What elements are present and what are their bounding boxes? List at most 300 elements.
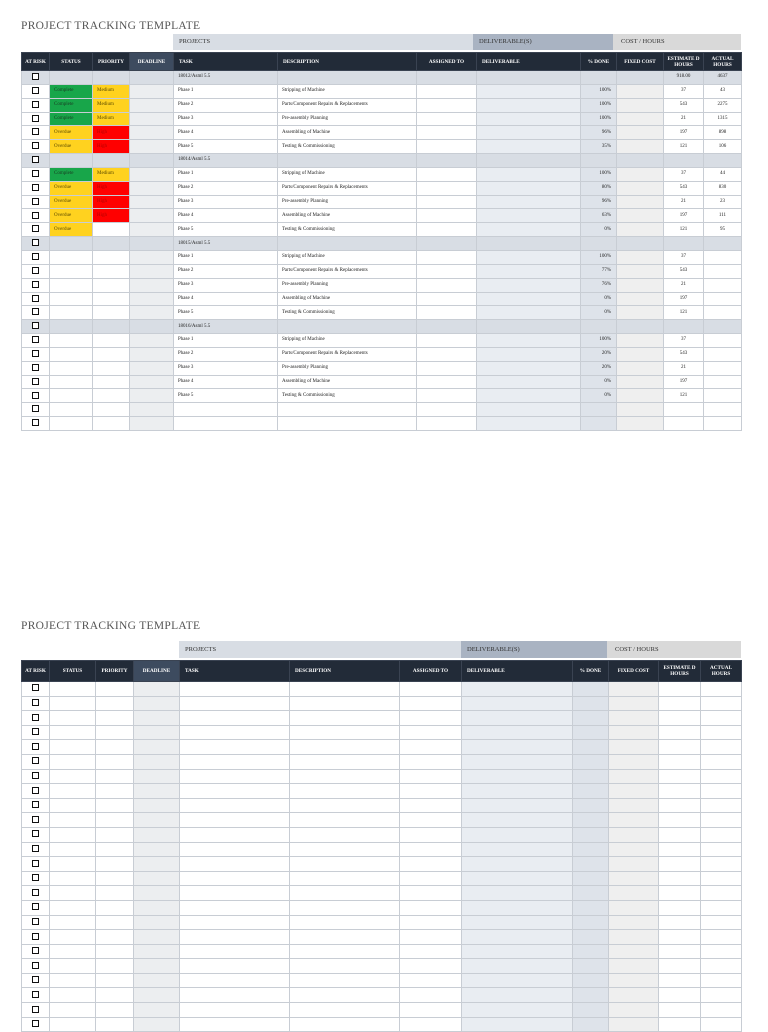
- deliverable-cell[interactable]: [462, 842, 573, 857]
- assigned-to-cell[interactable]: [417, 250, 477, 264]
- assigned-to-cell[interactable]: [400, 784, 462, 799]
- at-risk-checkbox[interactable]: [32, 225, 39, 232]
- task-cell[interactable]: [180, 711, 290, 726]
- fixed-cost-cell[interactable]: [609, 696, 659, 711]
- estimated-hours-cell[interactable]: [659, 988, 701, 1003]
- actual-hours-cell[interactable]: [701, 900, 742, 915]
- pct-done-cell[interactable]: [573, 842, 609, 857]
- at-risk-checkbox[interactable]: [32, 267, 39, 274]
- assigned-to-cell[interactable]: [417, 292, 477, 306]
- pct-done-cell[interactable]: [581, 403, 617, 417]
- priority-cell[interactable]: [96, 973, 134, 988]
- status-cell[interactable]: [50, 944, 96, 959]
- assigned-to-cell[interactable]: [400, 871, 462, 886]
- task-cell[interactable]: [180, 769, 290, 784]
- fixed-cost-cell[interactable]: [617, 140, 664, 154]
- at-risk-checkbox[interactable]: [32, 419, 39, 426]
- assigned-to-cell[interactable]: [400, 711, 462, 726]
- pct-done-cell[interactable]: [573, 944, 609, 959]
- deadline-cell[interactable]: [130, 154, 174, 168]
- at-risk-checkbox[interactable]: [32, 322, 39, 329]
- assigned-to-cell[interactable]: [417, 71, 477, 85]
- fixed-cost-cell[interactable]: [609, 827, 659, 842]
- description-cell[interactable]: [278, 154, 417, 168]
- task-cell[interactable]: [180, 798, 290, 813]
- description-cell[interactable]: [290, 900, 400, 915]
- deliverable-cell[interactable]: [462, 988, 573, 1003]
- status-cell[interactable]: Complete: [50, 84, 93, 98]
- actual-hours-cell[interactable]: 106: [704, 140, 742, 154]
- estimated-hours-cell[interactable]: 121: [664, 306, 704, 320]
- fixed-cost-cell[interactable]: [609, 740, 659, 755]
- status-cell[interactable]: [50, 842, 96, 857]
- description-cell[interactable]: Stripping of Machine: [278, 84, 417, 98]
- status-cell[interactable]: Complete: [50, 167, 93, 181]
- pct-done-cell[interactable]: [573, 813, 609, 828]
- assigned-to-cell[interactable]: [400, 944, 462, 959]
- priority-cell[interactable]: [93, 250, 130, 264]
- description-cell[interactable]: Pre-assembly Planning: [278, 278, 417, 292]
- estimated-hours-cell[interactable]: 37: [664, 250, 704, 264]
- pct-done-cell[interactable]: [573, 725, 609, 740]
- actual-hours-cell[interactable]: 898: [704, 126, 742, 140]
- actual-hours-cell[interactable]: [701, 959, 742, 974]
- fixed-cost-cell[interactable]: [609, 871, 659, 886]
- deadline-cell[interactable]: [134, 740, 180, 755]
- description-cell[interactable]: Assembling of Machine: [278, 126, 417, 140]
- fixed-cost-cell[interactable]: [617, 264, 664, 278]
- deadline-cell[interactable]: [130, 375, 174, 389]
- status-cell[interactable]: [50, 361, 93, 375]
- pct-done-cell[interactable]: [573, 754, 609, 769]
- deliverable-cell[interactable]: [462, 1003, 573, 1018]
- deliverable-cell[interactable]: [477, 112, 581, 126]
- actual-hours-cell[interactable]: [704, 264, 742, 278]
- priority-cell[interactable]: [96, 696, 134, 711]
- assigned-to-cell[interactable]: [417, 334, 477, 348]
- actual-hours-cell[interactable]: [704, 403, 742, 417]
- priority-cell[interactable]: [96, 798, 134, 813]
- task-cell[interactable]: [180, 944, 290, 959]
- deadline-cell[interactable]: [130, 403, 174, 417]
- deadline-cell[interactable]: [134, 915, 180, 930]
- assigned-to-cell[interactable]: [400, 842, 462, 857]
- deliverable-cell[interactable]: [462, 959, 573, 974]
- at-risk-checkbox[interactable]: [32, 198, 39, 205]
- at-risk-checkbox[interactable]: [32, 115, 39, 122]
- at-risk-checkbox[interactable]: [32, 728, 39, 735]
- fixed-cost-cell[interactable]: [617, 195, 664, 209]
- assigned-to-cell[interactable]: [417, 361, 477, 375]
- actual-hours-cell[interactable]: [701, 871, 742, 886]
- estimated-hours-cell[interactable]: 21: [664, 278, 704, 292]
- deliverable-cell[interactable]: [477, 154, 581, 168]
- priority-cell[interactable]: [93, 320, 130, 334]
- assigned-to-cell[interactable]: [417, 84, 477, 98]
- estimated-hours-cell[interactable]: [659, 930, 701, 945]
- pct-done-cell[interactable]: [573, 711, 609, 726]
- priority-cell[interactable]: Medium: [93, 112, 130, 126]
- status-cell[interactable]: [50, 711, 96, 726]
- deliverable-cell[interactable]: [462, 696, 573, 711]
- actual-hours-cell[interactable]: [701, 827, 742, 842]
- at-risk-checkbox[interactable]: [32, 239, 39, 246]
- pct-done-cell[interactable]: [581, 154, 617, 168]
- at-risk-checkbox[interactable]: [32, 184, 39, 191]
- status-cell[interactable]: [50, 1017, 96, 1032]
- fixed-cost-cell[interactable]: [609, 798, 659, 813]
- deliverable-cell[interactable]: [477, 375, 581, 389]
- estimated-hours-cell[interactable]: [664, 320, 704, 334]
- task-cell[interactable]: Phase 5: [174, 306, 278, 320]
- priority-cell[interactable]: [93, 334, 130, 348]
- deliverable-cell[interactable]: [462, 1017, 573, 1032]
- priority-cell[interactable]: [96, 711, 134, 726]
- task-cell[interactable]: [180, 725, 290, 740]
- fixed-cost-cell[interactable]: [617, 167, 664, 181]
- assigned-to-cell[interactable]: [417, 278, 477, 292]
- priority-cell[interactable]: [96, 769, 134, 784]
- at-risk-checkbox[interactable]: [32, 874, 39, 881]
- at-risk-checkbox[interactable]: [32, 816, 39, 823]
- priority-cell[interactable]: [93, 237, 130, 251]
- actual-hours-cell[interactable]: [701, 988, 742, 1003]
- actual-hours-cell[interactable]: [701, 915, 742, 930]
- actual-hours-cell[interactable]: [701, 944, 742, 959]
- at-risk-checkbox[interactable]: [32, 757, 39, 764]
- fixed-cost-cell[interactable]: [609, 973, 659, 988]
- description-cell[interactable]: Stripping of Machine: [278, 334, 417, 348]
- status-cell[interactable]: [50, 871, 96, 886]
- actual-hours-cell[interactable]: 43: [704, 84, 742, 98]
- status-cell[interactable]: [50, 959, 96, 974]
- fixed-cost-cell[interactable]: [617, 306, 664, 320]
- at-risk-checkbox[interactable]: [32, 684, 39, 691]
- assigned-to-cell[interactable]: [417, 403, 477, 417]
- assigned-to-cell[interactable]: [417, 181, 477, 195]
- actual-hours-cell[interactable]: [701, 857, 742, 872]
- priority-cell[interactable]: Medium: [93, 84, 130, 98]
- assigned-to-cell[interactable]: [400, 740, 462, 755]
- pct-done-cell[interactable]: 20%: [581, 347, 617, 361]
- at-risk-checkbox[interactable]: [32, 991, 39, 998]
- fixed-cost-cell[interactable]: [609, 857, 659, 872]
- priority-cell[interactable]: [96, 959, 134, 974]
- fixed-cost-cell[interactable]: [617, 154, 664, 168]
- status-cell[interactable]: [50, 389, 93, 403]
- description-cell[interactable]: [290, 827, 400, 842]
- estimated-hours-cell[interactable]: [659, 871, 701, 886]
- deadline-cell[interactable]: [130, 181, 174, 195]
- at-risk-checkbox[interactable]: [32, 364, 39, 371]
- assigned-to-cell[interactable]: [400, 930, 462, 945]
- deliverable-cell[interactable]: [477, 126, 581, 140]
- priority-cell[interactable]: High: [93, 181, 130, 195]
- task-cell[interactable]: Phase 2: [174, 264, 278, 278]
- priority-cell[interactable]: Medium: [93, 167, 130, 181]
- estimated-hours-cell[interactable]: [664, 417, 704, 431]
- actual-hours-cell[interactable]: [704, 334, 742, 348]
- priority-cell[interactable]: [96, 754, 134, 769]
- priority-cell[interactable]: [96, 930, 134, 945]
- priority-cell[interactable]: [93, 264, 130, 278]
- deliverable-cell[interactable]: [477, 264, 581, 278]
- status-cell[interactable]: [50, 725, 96, 740]
- task-cell[interactable]: Phase 2: [174, 347, 278, 361]
- pct-done-cell[interactable]: [581, 237, 617, 251]
- actual-hours-cell[interactable]: 1315: [704, 112, 742, 126]
- fixed-cost-cell[interactable]: [609, 784, 659, 799]
- description-cell[interactable]: [290, 711, 400, 726]
- actual-hours-cell[interactable]: [701, 769, 742, 784]
- status-cell[interactable]: [50, 154, 93, 168]
- description-cell[interactable]: [278, 417, 417, 431]
- deliverable-cell[interactable]: [462, 871, 573, 886]
- deliverable-cell[interactable]: [477, 181, 581, 195]
- task-cell[interactable]: Phase 5: [174, 389, 278, 403]
- priority-cell[interactable]: [93, 347, 130, 361]
- assigned-to-cell[interactable]: [400, 798, 462, 813]
- assigned-to-cell[interactable]: [400, 988, 462, 1003]
- actual-hours-cell[interactable]: [701, 1003, 742, 1018]
- assigned-to-cell[interactable]: [417, 167, 477, 181]
- status-cell[interactable]: Overdue: [50, 209, 93, 223]
- estimated-hours-cell[interactable]: [659, 827, 701, 842]
- estimated-hours-cell[interactable]: 121: [664, 223, 704, 237]
- deadline-cell[interactable]: [130, 306, 174, 320]
- priority-cell[interactable]: [93, 154, 130, 168]
- estimated-hours-cell[interactable]: [659, 944, 701, 959]
- description-cell[interactable]: Testing & Commissioning: [278, 223, 417, 237]
- fixed-cost-cell[interactable]: [617, 417, 664, 431]
- assigned-to-cell[interactable]: [400, 827, 462, 842]
- pct-done-cell[interactable]: [573, 973, 609, 988]
- actual-hours-cell[interactable]: 44: [704, 167, 742, 181]
- description-cell[interactable]: Stripping of Machine: [278, 250, 417, 264]
- status-cell[interactable]: [50, 988, 96, 1003]
- estimated-hours-cell[interactable]: [659, 1003, 701, 1018]
- estimated-hours-cell[interactable]: [659, 696, 701, 711]
- actual-hours-cell[interactable]: [704, 250, 742, 264]
- deadline-cell[interactable]: [130, 223, 174, 237]
- deadline-cell[interactable]: [130, 320, 174, 334]
- at-risk-checkbox[interactable]: [32, 772, 39, 779]
- deliverable-cell[interactable]: [462, 827, 573, 842]
- at-risk-checkbox[interactable]: [32, 743, 39, 750]
- status-cell[interactable]: [50, 769, 96, 784]
- fixed-cost-cell[interactable]: [617, 209, 664, 223]
- status-cell[interactable]: [50, 375, 93, 389]
- estimated-hours-cell[interactable]: [659, 959, 701, 974]
- actual-hours-cell[interactable]: [704, 292, 742, 306]
- deadline-cell[interactable]: [134, 725, 180, 740]
- actual-hours-cell[interactable]: [701, 842, 742, 857]
- estimated-hours-cell[interactable]: [664, 237, 704, 251]
- status-cell[interactable]: [50, 813, 96, 828]
- pct-done-cell[interactable]: 100%: [581, 334, 617, 348]
- pct-done-cell[interactable]: 20%: [581, 361, 617, 375]
- deadline-cell[interactable]: [134, 827, 180, 842]
- actual-hours-cell[interactable]: 111: [704, 209, 742, 223]
- at-risk-checkbox[interactable]: [32, 860, 39, 867]
- estimated-hours-cell[interactable]: 37: [664, 334, 704, 348]
- deadline-cell[interactable]: [130, 264, 174, 278]
- assigned-to-cell[interactable]: [400, 754, 462, 769]
- priority-cell[interactable]: [96, 988, 134, 1003]
- deadline-cell[interactable]: [130, 84, 174, 98]
- at-risk-checkbox[interactable]: [32, 336, 39, 343]
- at-risk-checkbox[interactable]: [32, 830, 39, 837]
- status-cell[interactable]: [50, 237, 93, 251]
- fixed-cost-cell[interactable]: [609, 1017, 659, 1032]
- actual-hours-cell[interactable]: [701, 784, 742, 799]
- pct-done-cell[interactable]: [573, 900, 609, 915]
- estimated-hours-cell[interactable]: 543: [664, 98, 704, 112]
- fixed-cost-cell[interactable]: [609, 944, 659, 959]
- deliverable-cell[interactable]: [477, 84, 581, 98]
- status-cell[interactable]: Complete: [50, 98, 93, 112]
- status-cell[interactable]: [50, 306, 93, 320]
- status-cell[interactable]: [50, 1003, 96, 1018]
- description-cell[interactable]: [290, 740, 400, 755]
- task-cell[interactable]: Phase 3: [174, 195, 278, 209]
- description-cell[interactable]: [290, 813, 400, 828]
- estimated-hours-cell[interactable]: 21: [664, 361, 704, 375]
- fixed-cost-cell[interactable]: [609, 769, 659, 784]
- estimated-hours-cell[interactable]: [659, 725, 701, 740]
- description-cell[interactable]: Testing & Commissioning: [278, 389, 417, 403]
- description-cell[interactable]: Pre-assembly Planning: [278, 195, 417, 209]
- fixed-cost-cell[interactable]: [617, 237, 664, 251]
- task-cell[interactable]: [174, 403, 278, 417]
- task-cell[interactable]: [180, 900, 290, 915]
- deadline-cell[interactable]: [134, 813, 180, 828]
- task-cell[interactable]: [180, 959, 290, 974]
- fixed-cost-cell[interactable]: [609, 1003, 659, 1018]
- deadline-cell[interactable]: [134, 944, 180, 959]
- at-risk-checkbox[interactable]: [32, 889, 39, 896]
- estimated-hours-cell[interactable]: 21: [664, 112, 704, 126]
- estimated-hours-cell[interactable]: [659, 842, 701, 857]
- actual-hours-cell[interactable]: [701, 711, 742, 726]
- deliverable-cell[interactable]: [462, 725, 573, 740]
- description-cell[interactable]: Assembling of Machine: [278, 375, 417, 389]
- estimated-hours-cell[interactable]: [659, 798, 701, 813]
- status-cell[interactable]: [50, 417, 93, 431]
- task-cell[interactable]: 18016/Asml 5.5: [174, 320, 278, 334]
- pct-done-cell[interactable]: [573, 959, 609, 974]
- status-cell[interactable]: [50, 250, 93, 264]
- task-cell[interactable]: [180, 973, 290, 988]
- task-cell[interactable]: [180, 930, 290, 945]
- status-cell[interactable]: [50, 857, 96, 872]
- estimated-hours-cell[interactable]: [664, 154, 704, 168]
- actual-hours-cell[interactable]: [701, 682, 742, 697]
- pct-done-cell[interactable]: [573, 784, 609, 799]
- deliverable-cell[interactable]: [462, 798, 573, 813]
- at-risk-checkbox[interactable]: [32, 845, 39, 852]
- status-cell[interactable]: Complete: [50, 112, 93, 126]
- assigned-to-cell[interactable]: [417, 237, 477, 251]
- deadline-cell[interactable]: [134, 871, 180, 886]
- assigned-to-cell[interactable]: [400, 769, 462, 784]
- assigned-to-cell[interactable]: [417, 306, 477, 320]
- status-cell[interactable]: [50, 292, 93, 306]
- pct-done-cell[interactable]: 35%: [581, 140, 617, 154]
- assigned-to-cell[interactable]: [400, 915, 462, 930]
- deadline-cell[interactable]: [134, 1003, 180, 1018]
- at-risk-checkbox[interactable]: [32, 142, 39, 149]
- task-cell[interactable]: [180, 857, 290, 872]
- status-cell[interactable]: [50, 740, 96, 755]
- deadline-cell[interactable]: [134, 754, 180, 769]
- estimated-hours-cell[interactable]: [659, 754, 701, 769]
- pct-done-cell[interactable]: [573, 930, 609, 945]
- deadline-cell[interactable]: [130, 237, 174, 251]
- fixed-cost-cell[interactable]: [609, 886, 659, 901]
- actual-hours-cell[interactable]: [704, 347, 742, 361]
- description-cell[interactable]: [290, 886, 400, 901]
- task-cell[interactable]: Phase 1: [174, 334, 278, 348]
- deliverable-cell[interactable]: [462, 900, 573, 915]
- description-cell[interactable]: [290, 696, 400, 711]
- deliverable-cell[interactable]: [462, 857, 573, 872]
- deliverable-cell[interactable]: [477, 250, 581, 264]
- pct-done-cell[interactable]: [573, 1017, 609, 1032]
- priority-cell[interactable]: [96, 886, 134, 901]
- fixed-cost-cell[interactable]: [617, 334, 664, 348]
- task-cell[interactable]: [180, 827, 290, 842]
- pct-done-cell[interactable]: 100%: [581, 84, 617, 98]
- assigned-to-cell[interactable]: [400, 959, 462, 974]
- assigned-to-cell[interactable]: [400, 1003, 462, 1018]
- task-cell[interactable]: [180, 988, 290, 1003]
- status-cell[interactable]: [50, 930, 96, 945]
- estimated-hours-cell[interactable]: 543: [664, 181, 704, 195]
- priority-cell[interactable]: [93, 278, 130, 292]
- status-cell[interactable]: [50, 784, 96, 799]
- at-risk-checkbox[interactable]: [32, 101, 39, 108]
- task-cell[interactable]: [180, 871, 290, 886]
- deliverable-cell[interactable]: [477, 195, 581, 209]
- estimated-hours-cell[interactable]: 543: [664, 264, 704, 278]
- estimated-hours-cell[interactable]: [659, 740, 701, 755]
- estimated-hours-cell[interactable]: 121: [664, 140, 704, 154]
- fixed-cost-cell[interactable]: [609, 754, 659, 769]
- task-cell[interactable]: [180, 813, 290, 828]
- deadline-cell[interactable]: [134, 711, 180, 726]
- description-cell[interactable]: [278, 320, 417, 334]
- priority-cell[interactable]: [96, 813, 134, 828]
- description-cell[interactable]: [278, 403, 417, 417]
- fixed-cost-cell[interactable]: [609, 711, 659, 726]
- task-cell[interactable]: Phase 1: [174, 167, 278, 181]
- priority-cell[interactable]: [96, 827, 134, 842]
- at-risk-checkbox[interactable]: [32, 73, 39, 80]
- task-cell[interactable]: Phase 4: [174, 209, 278, 223]
- deadline-cell[interactable]: [130, 361, 174, 375]
- pct-done-cell[interactable]: 0%: [581, 389, 617, 403]
- pct-done-cell[interactable]: 100%: [581, 167, 617, 181]
- deadline-cell[interactable]: [134, 886, 180, 901]
- description-cell[interactable]: Parts/Component Repairs & Replacements: [278, 264, 417, 278]
- estimated-hours-cell[interactable]: [664, 403, 704, 417]
- status-cell[interactable]: [50, 334, 93, 348]
- pct-done-cell[interactable]: 0%: [581, 223, 617, 237]
- priority-cell[interactable]: [93, 361, 130, 375]
- pct-done-cell[interactable]: [573, 696, 609, 711]
- estimated-hours-cell[interactable]: [659, 784, 701, 799]
